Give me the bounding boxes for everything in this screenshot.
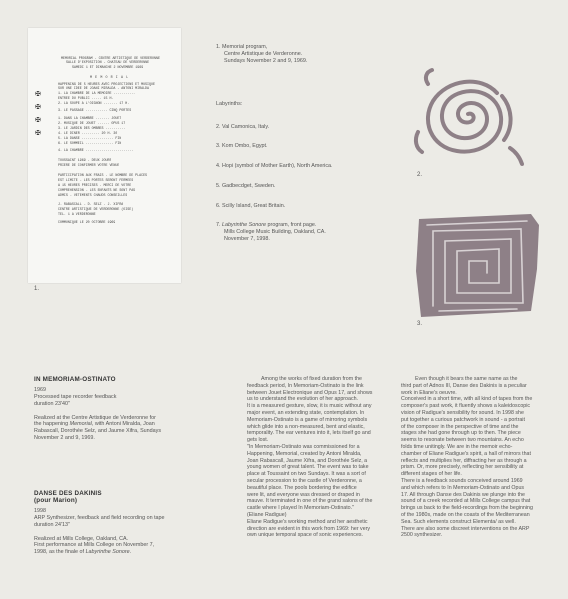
caption-doc: 1. — [34, 286, 40, 292]
doc-line: 3. LE JARDIN DES OMBRES .......... — [58, 126, 126, 130]
essay-column-2: Even though it bears the same name as the third part of Adnos III, Danse des Dakinis is a peculiar work in Eliane's oeuvre. Conceived in a short time, with all kind of tapes from the composer's past work, it fluently shows a kaleidoscopic vision of Radigue's sensibility for sound. In 1998 she put together a curious patchwork in sound - a portrait of the composer in the perspective of time and the stages she had gone through up to then. The piece seems to resonate between two mountains. An echo folds time unitingly. We are in the memoir echo- chamber of Eliane Radigue's spirit, a hall of mirrors that reflects and multiplies her, diffracting her as through a prism. Or, more precisely, reflecting her sensibility at different stages of her life. There is a feedback sounds conceived around 1969 and which refers to In Memoriam-Ostinato and Opus 17. All through Danse des Dakinis we plunge into the sound of a creek recorded at Mills College campus that brings us back to the field-recordings from the beginning of the 1980s, made on the coasts of the Mediterranean Sea. Such elements construct Elementa/ as well. There are also some discreet interventions on the ARP 2500 synthesizer. — [401, 376, 533, 539]
caption-stone: 3. — [417, 321, 423, 327]
doc-line: 3. LE PASSAGE ........... CINQ PORTES — [58, 108, 132, 112]
doc-line: M E M O R I A L — [90, 75, 129, 79]
doc-line: 4. LA CHAMBRE ........................ — [58, 148, 134, 152]
doc-line: ENTREE DU PUBLIC ..... 15 H. — [58, 96, 114, 100]
doc-line: 4. LE DINER ......... 20 H. 30 — [58, 131, 118, 135]
note-3: 3. Kom Ombo, Egypt. — [216, 143, 268, 149]
doc-line: PARTICIPATION AUX FRAIS - LE NOMBRE DE PLACES — [58, 173, 148, 177]
doc-line: 2. MUSIQUE DE JOUET ...... OPUS 17 — [58, 121, 126, 125]
cross-mark-icon: ✠ — [35, 102, 41, 112]
cross-mark-icon: ✠ — [35, 89, 41, 99]
doc-line: COMPREHENSION - LES ENFANTS NE SONT PAS — [58, 188, 136, 192]
labyrinths-label: Labyrinths: — [216, 101, 243, 107]
labyrinth-round-image — [398, 62, 538, 172]
labyrinth-stone-image — [413, 211, 543, 319]
essay-column-1: Among the works of fixed duration from the feedback period, In Memoriam-Ostinato is the link between Jouet Electronique and Opus 17, and shows us to understand the evolution of her approach. It is a measured gesture, slow, it is music without any major event, an extending state, contemplation. In Memoriam-Ostinato is a game of mirroring symbols which glide into a non-measured, bent and elastic, temporality. The ear ventures into it, lets itself go and gets lost. "In Memoriam-Ostinato was commissioned for a Happening, Memorial, created by Antoni Miralda, Joan Rabascall, Jaume Xifra, and Dorothée Selz, a young women of great talent. The event was to take place at Toussaint on two Sundays. It was a sort of secular procession to the castle of Verderonne, a beautiful place. The pools bordering the edifice were lit, and everyone was dressed or draped in mauve. It terminated in one of the grand salons of the castle where I played In Memoriam-Ostinato." (Eliane Radigue) Eliane Radigue's working method and her aesthetic direction are evident in this work from 1969: her very own unique temporal space of sonic experiences. — [247, 376, 373, 539]
note-1c: Sundays November 2 and 9, 1969. — [224, 58, 308, 64]
note-5: 5. Gadbecdget, Sweden. — [216, 183, 276, 189]
doc-line: ADMIS - VETEMENTS CHAUDS CONSEILLES — [58, 193, 128, 197]
doc-line: TEL. 1 A VERDERONNE — [58, 212, 96, 216]
memorial-program-document — [28, 28, 181, 283]
doc-line: 5. LA DANSE ................ FIN — [58, 136, 122, 140]
note-6: 6. Scilly Island, Great Britain. — [216, 203, 286, 209]
doc-line: 1. LA CHAMBRE DE LA MEMOIRE ........... — [58, 91, 136, 95]
doc-line: SAMEDI 1 ET DIMANCHE 2 NOVEMBRE 1969 — [72, 65, 144, 69]
caption-round: 2. — [417, 172, 423, 178]
work-title-in-memoriam: IN MEMORIAM-OSTINATO — [34, 376, 116, 383]
note-1a: 1. Memorial program, — [216, 44, 268, 50]
note-7: 7. Labyrinthe Sonore program, front page. Mills College Music Building, Oakland, CA. November 7, 1998. — [216, 222, 326, 242]
doc-line: 1. DANS LA CHAMBRE ....... JOUET — [58, 116, 122, 120]
doc-line: COMMUNIQUE LE 20 OCTOBRE 1969 — [58, 220, 116, 224]
note-1b: Centre Artistique de Verderonne. — [224, 51, 303, 57]
doc-line: MEMORIAL PROGRAM - CENTRE ARTISTIQUE DE VERDERONNE — [61, 56, 160, 60]
doc-line: J. RABASCALL - D. SELZ - J. XIFRA — [58, 202, 124, 206]
work-2-details: 1998 ARP Synthesizer, feedback and field recording on tape duration 24'13" Realized at Mills College, Oakland, CA. First performance at Mills College on November 7, 1998, as the finale of Labyrinthe Sonore. — [34, 508, 165, 556]
doc-line: SUR UNE IDEE DE JOANI MIRALDA - ANTONI MIRALDA — [58, 86, 150, 90]
figure-notes — [216, 44, 376, 65]
cross-mark-icon: ✠ — [35, 128, 41, 138]
doc-line: EST LIMITE - LES PORTES SERONT FERMEES — [58, 178, 134, 182]
work-title-danse: DANSE DES DAKINIS (pour Marion) — [34, 490, 102, 505]
work-1-details: 1969 Processed tape recorder feedback duration 23'40" Realized at the Centre Artistique de Verderonne for the happening Memorial, with Antoni Miralda, Joan Rabascall, Dorothée Selz, and Jaume Xifra, Sundays November 2 and 9, 1969. — [34, 387, 162, 442]
doc-line: HAPPENING DE 5 HEURES AVEC PROJECTIONS ET MUSIQUE — [58, 82, 155, 86]
doc-line: PRIERE DE CONFIRMER VOTRE VENUE — [58, 163, 120, 167]
cross-mark-icon: ✠ — [35, 115, 41, 125]
doc-line: 2. LA SOUPE A L'OIGNON ....... 17 H. — [58, 101, 130, 105]
doc-line: CENTRE ARTISTIQUE DE VERDERONNE (OISE) — [58, 207, 134, 211]
note-2: 2. Val Camonica, Italy. — [216, 124, 270, 130]
doc-line: SALLE D'EXPOSITION - CHATEAU DE VERDERONNE — [66, 60, 150, 64]
note-4: 4. Hopi (symbol of Mother Earth), North America. — [216, 163, 333, 169]
doc-line: TOUSSAINT 1969 - DEUX JOURS — [58, 158, 112, 162]
doc-line: 6. LE SOMMEIL .............. FIN — [58, 141, 122, 145]
doc-line: A 15 HEURES PRECISES - MERCI DE VOTRE — [58, 183, 132, 187]
